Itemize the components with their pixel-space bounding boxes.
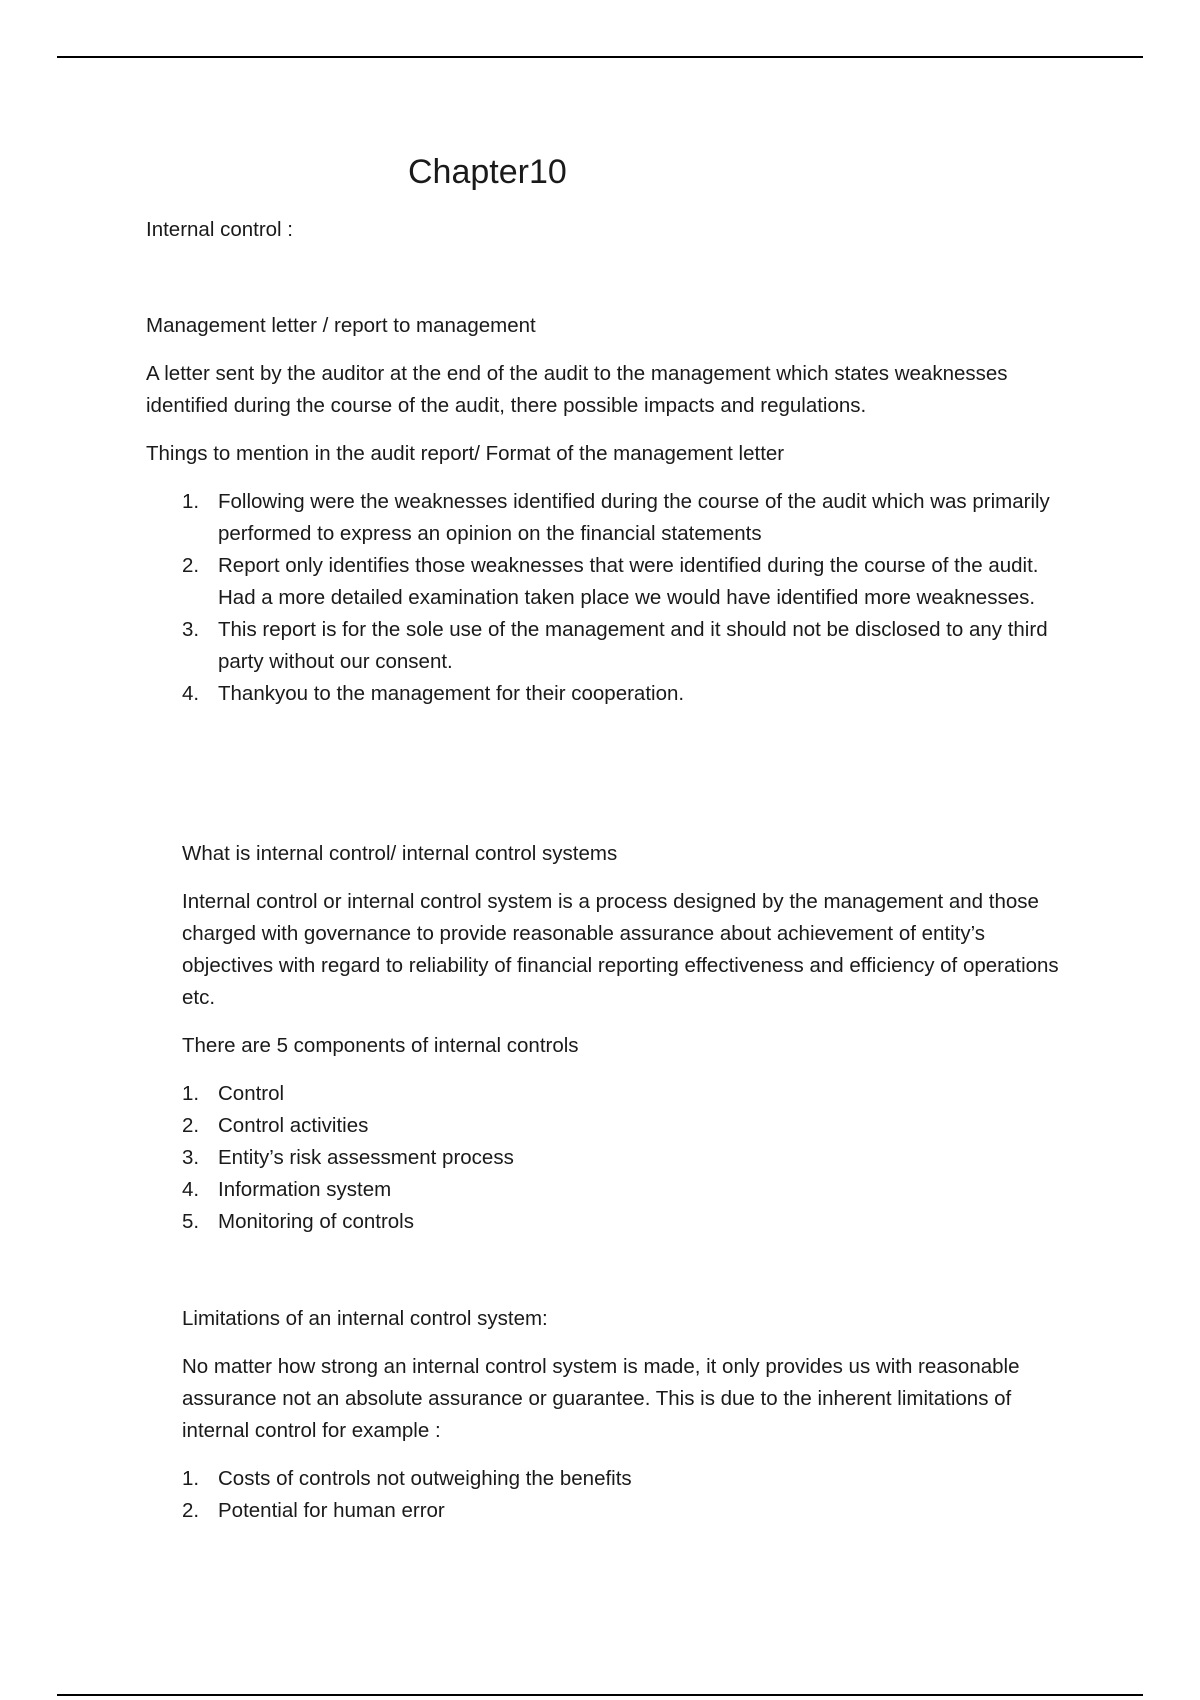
list-item-number: 1. — [182, 1082, 200, 1105]
list-item-number: 1. — [182, 1467, 200, 1490]
list-item — [182, 678, 1056, 710]
list-item — [182, 1142, 1062, 1174]
list-item-text: Following were the weaknesses identified during the course of the audit which was primarily performed to express an opinion on the financial statements — [218, 490, 1050, 545]
list-item — [182, 1495, 1062, 1527]
list-item-number: 2. — [182, 1499, 200, 1522]
management-letter-paragraph: A letter sent by the auditor at the end of the audit to the management which states weaknesses identified during the course of the audit, there possible impacts and regulations. — [146, 362, 1008, 417]
list-item-text: Information system — [218, 1178, 392, 1201]
management-letter-section — [146, 214, 1056, 710]
list-item-number: 5. — [182, 1210, 200, 1233]
list-item — [182, 1110, 1062, 1142]
list-item-number: 4. — [182, 1178, 200, 1201]
list-item — [182, 550, 1056, 614]
internal-control-section — [182, 838, 1062, 1238]
intro-label: Internal control : — [146, 218, 293, 241]
limitations-heading: Limitations of an internal control system: — [182, 1307, 548, 1330]
list-item-text: Potential for human error — [218, 1499, 445, 1522]
list-item-number: 3. — [182, 1146, 200, 1169]
list-item — [182, 1174, 1062, 1206]
components-heading: There are 5 components of internal controls — [182, 1034, 579, 1057]
list-item-text: Control — [218, 1082, 285, 1105]
top-rule — [57, 56, 1143, 58]
list-item — [182, 1206, 1062, 1238]
bottom-rule — [57, 1694, 1143, 1696]
management-letter-heading: Management letter / report to management — [146, 314, 536, 337]
list-item-number: 3. — [182, 618, 200, 641]
list-item-text: Thankyou to the management for their cooperation. — [218, 682, 685, 705]
list-item-text: Report only identifies those weaknesses that were identified during the course of the audit. Had a more detailed examination taken place we would have identified more weaknesses. — [218, 554, 1039, 609]
list-item-number: 2. — [182, 554, 200, 577]
list-item-text: Entity’s risk assessment process — [218, 1146, 514, 1169]
limitations-section — [182, 1303, 1062, 1527]
page-title: Chapter10 — [408, 153, 567, 191]
internal-control-heading: What is internal control/ internal control systems — [182, 842, 618, 865]
format-list — [182, 486, 1056, 710]
internal-control-paragraph: Internal control or internal control system is a process designed by the management and those charged with governance to provide reasonable assurance about achievement of entity’s objectives with regard to reliability of financial reporting effectiveness and efficiency of operations etc. — [182, 890, 1059, 1009]
list-item — [182, 1463, 1062, 1495]
list-item-number: 2. — [182, 1114, 200, 1137]
format-heading: Things to mention in the audit report/ Format of the management letter — [146, 442, 785, 465]
list-item-text: This report is for the sole use of the management and it should not be disclosed to any third party without our consent. — [218, 618, 1048, 673]
list-item — [182, 614, 1056, 678]
list-item-number: 1. — [182, 490, 200, 513]
limitations-list — [182, 1463, 1062, 1527]
list-item-text: Control activities — [218, 1114, 369, 1137]
list-item-text: Monitoring of controls — [218, 1210, 414, 1233]
components-list — [182, 1078, 1062, 1238]
list-item — [182, 486, 1056, 550]
list-item-text: Costs of controls not outweighing the benefits — [218, 1467, 632, 1490]
limitations-paragraph: No matter how strong an internal control system is made, it only provides us with reasonable assurance not an absolute assurance or guarantee. This is due to the inherent limitations of internal control for example : — [182, 1355, 1020, 1442]
list-item-number: 4. — [182, 682, 200, 705]
list-item — [182, 1078, 1062, 1110]
